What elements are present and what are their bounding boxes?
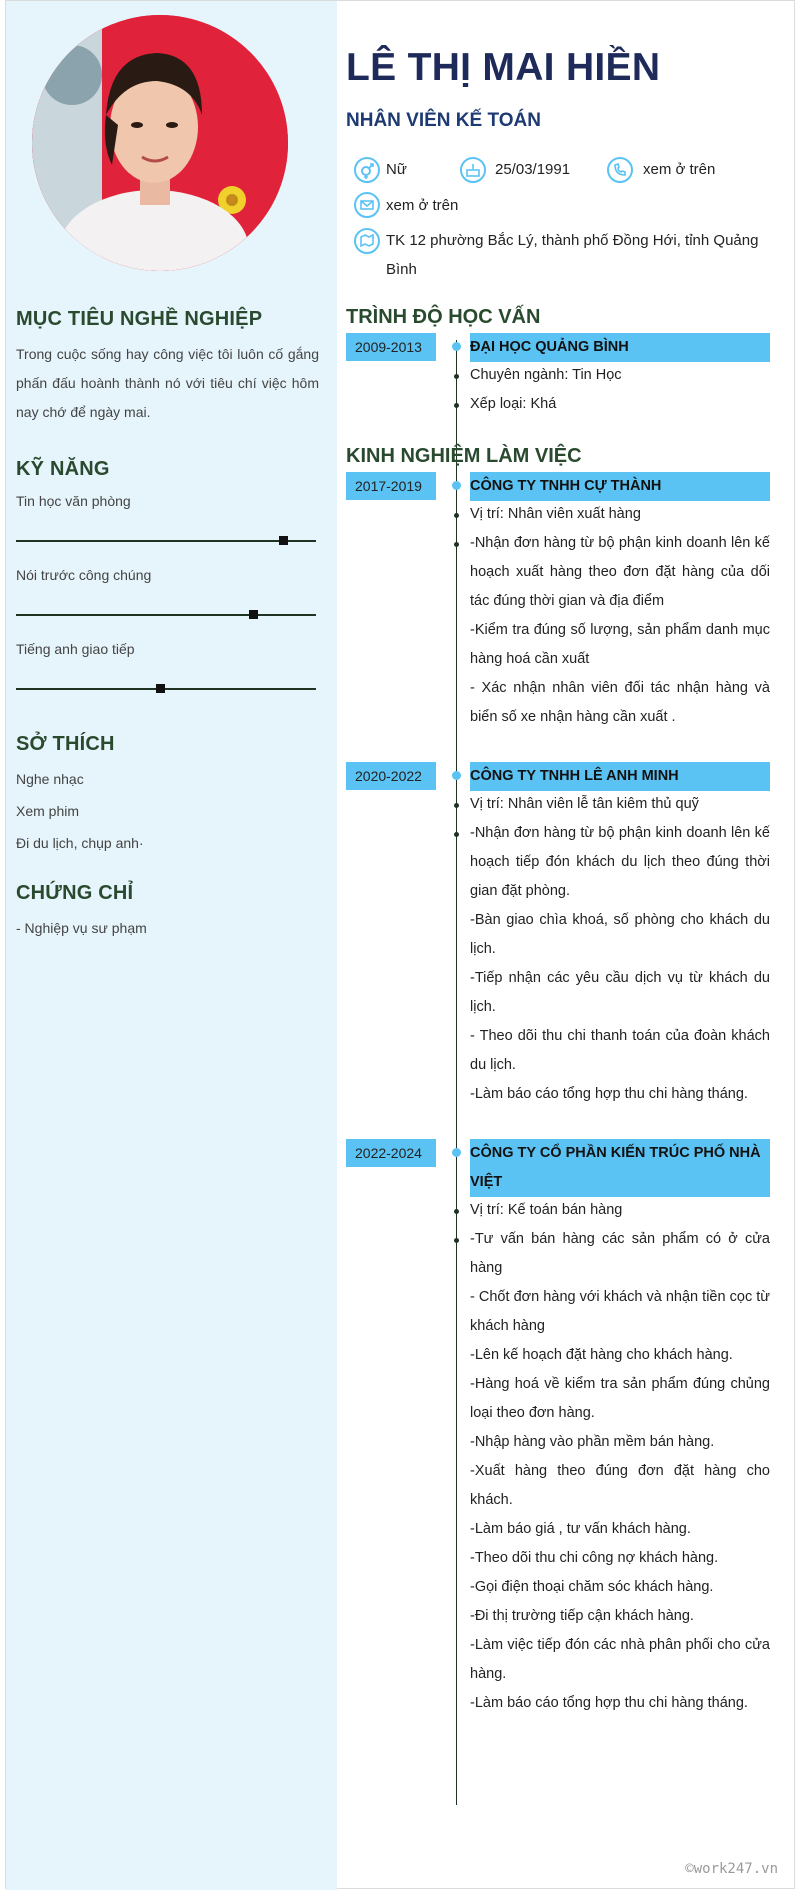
job-period: 2017-2019 bbox=[346, 472, 436, 500]
job-company: CÔNG TY CỔ PHẦN KIẾN TRÚC PHỐ NHÀ VIỆT bbox=[470, 1139, 770, 1197]
job-detail: -Đi thị trường tiếp cận khách hàng. bbox=[470, 1608, 694, 1624]
skill-level-marker bbox=[249, 610, 258, 619]
timeline-bullet bbox=[454, 1209, 459, 1214]
timeline-dot bbox=[452, 771, 461, 780]
job-detail: -Bàn giao chìa khoá, số phòng cho khách du lịch. bbox=[470, 912, 770, 957]
job-detail: -Làm báo cáo tổng hợp thu chi hàng tháng. bbox=[470, 1695, 748, 1711]
education-school: ĐẠI HỌC QUẢNG BÌNH bbox=[470, 333, 770, 362]
job-detail: - Theo dõi thu chi thanh toán của đoàn khách du lịch. bbox=[470, 1028, 770, 1073]
job-detail: -Hàng hoá về kiểm tra sản phẩm đúng chủng loại theo đơn hàng. bbox=[470, 1376, 770, 1421]
skill-bar bbox=[16, 614, 316, 616]
skill-bar bbox=[16, 540, 316, 542]
job-detail: -Nhận đơn hàng từ bộ phận kinh doanh lên kế hoạch xuất hàng theo đơn đặt hàng của dối tác đúng thời gian và địa điểm bbox=[470, 535, 770, 609]
skill-bar bbox=[16, 688, 316, 690]
phone-icon bbox=[607, 157, 633, 183]
gender-value: Nữ bbox=[386, 161, 407, 178]
gender-icon bbox=[354, 157, 380, 183]
hobby-item: Nghe nhạc bbox=[16, 771, 84, 787]
job-period: 2020-2022 bbox=[346, 762, 436, 790]
job-detail: -Xuất hàng theo đúng đơn đặt hàng cho khách. bbox=[470, 1463, 770, 1508]
job-detail: - Chốt đơn hàng với khách và nhận tiền cọc từ khách hàng bbox=[470, 1289, 770, 1334]
timeline-bullet bbox=[454, 803, 459, 808]
birthday-value: 25/03/1991 bbox=[495, 161, 571, 178]
map-icon bbox=[354, 228, 380, 254]
job-detail: -Làm báo giá , tư vấn khách hàng. bbox=[470, 1521, 691, 1537]
cert-item: - Nghiệp vụ sư phạm bbox=[16, 920, 147, 936]
sidebar bbox=[6, 1, 337, 1890]
timeline-dot bbox=[452, 481, 461, 490]
job-company: CÔNG TY TNHH LÊ ANH MINH bbox=[470, 762, 770, 791]
candidate-name: LÊ THỊ MAI HIỀN bbox=[346, 46, 661, 89]
timeline-dot bbox=[452, 342, 461, 351]
job-detail: Vị trí: Nhân viên lễ tân kiêm thủ quỹ bbox=[470, 796, 699, 812]
email-icon bbox=[354, 192, 380, 218]
job-period: 2022-2024 bbox=[346, 1139, 436, 1167]
birthday-cake-icon bbox=[460, 157, 486, 183]
timeline-bullet bbox=[454, 832, 459, 837]
timeline-bullet bbox=[454, 403, 459, 408]
timeline-line bbox=[456, 340, 457, 1805]
certs-heading: CHỨNG CHỈ bbox=[16, 882, 134, 904]
job-detail: -Làm việc tiếp đón các nhà phân phối cho cửa hàng. bbox=[470, 1637, 770, 1682]
job-detail: -Lên kế hoạch đặt hàng cho khách hàng. bbox=[470, 1347, 733, 1363]
skill-name: Tin học văn phòng bbox=[16, 493, 131, 509]
education-heading: TRÌNH ĐỘ HỌC VẤN bbox=[346, 306, 541, 328]
job-detail: -Tiếp nhận các yêu cầu dịch vụ từ khách du lịch. bbox=[470, 970, 770, 1015]
phone-value: xem ở trên bbox=[643, 161, 716, 178]
timeline-bullet bbox=[454, 1238, 459, 1243]
hobbies-heading: SỞ THÍCH bbox=[16, 733, 115, 755]
address-value: TK 12 phường Bắc Lý, thành phố Đồng Hới, tỉnh Quảng Bình bbox=[386, 232, 759, 278]
job-detail: -Gọi điện thoại chăm sóc khách hàng. bbox=[470, 1579, 714, 1595]
experience-heading: KINH NGHIỆM LÀM VIỆC bbox=[346, 445, 582, 467]
timeline-bullet bbox=[454, 513, 459, 518]
job-detail: - Xác nhận nhân viên đối tác nhận hàng và biển số xe nhận hàng cần xuất . bbox=[470, 680, 770, 725]
education-detail: Xếp loại: Khá bbox=[470, 396, 557, 412]
skill-level-marker bbox=[156, 684, 165, 693]
education-detail: Chuyên ngành: Tin Học bbox=[470, 367, 622, 383]
objective-heading: MỤC TIÊU NGHỀ NGHIỆP bbox=[16, 308, 263, 330]
hobby-item: Xem phim bbox=[16, 803, 80, 819]
skills-heading: KỸ NĂNG bbox=[16, 458, 110, 480]
job-detail: Vị trí: Kế toán bán hàng bbox=[470, 1202, 623, 1218]
job-company: CÔNG TY TNHH CỰ THÀNH bbox=[470, 472, 770, 501]
skill-name: Nói trước công chúng bbox=[16, 567, 152, 583]
job-detail: -Tư vấn bán hàng các sản phẩm có ở cửa hàng bbox=[470, 1231, 770, 1276]
education-period: 2009-2013 bbox=[346, 333, 436, 361]
skill-level-marker bbox=[279, 536, 288, 545]
timeline-dot bbox=[452, 1148, 461, 1157]
job-detail: -Nhận đơn hàng từ bộ phận kinh doanh lên kế hoạch tiếp đón khách du lịch theo đúng thời gian đặt phòng. bbox=[470, 825, 770, 899]
email-value: xem ở trên bbox=[386, 197, 459, 214]
skill-name: Tiếng anh giao tiếp bbox=[16, 641, 135, 657]
hobby-item: Đi du lịch, chụp anh· bbox=[16, 835, 144, 851]
watermark: ©work247.vn bbox=[685, 1861, 778, 1877]
timeline-bullet bbox=[454, 374, 459, 379]
timeline-bullet bbox=[454, 542, 459, 547]
job-detail: Vị trí: Nhân viên xuất hàng bbox=[470, 506, 641, 522]
avatar bbox=[32, 15, 288, 271]
job-detail: -Theo dõi thu chi công nợ khách hàng. bbox=[470, 1550, 719, 1566]
candidate-position: NHÂN VIÊN KẾ TOÁN bbox=[346, 110, 541, 131]
job-detail: -Kiểm tra đúng số lượng, sản phẩm danh mục hàng hoá cần xuất bbox=[470, 622, 770, 667]
objective-text: Trong cuộc sống hay công việc tôi luôn cố gắng phấn đấu hoành thành nó với tiêu chí việc hôm nay chớ để ngày mai. bbox=[16, 346, 319, 420]
job-detail: -Làm báo cáo tổng hợp thu chi hàng tháng. bbox=[470, 1086, 748, 1102]
job-detail: -Nhập hàng vào phần mềm bán hàng. bbox=[470, 1434, 715, 1450]
